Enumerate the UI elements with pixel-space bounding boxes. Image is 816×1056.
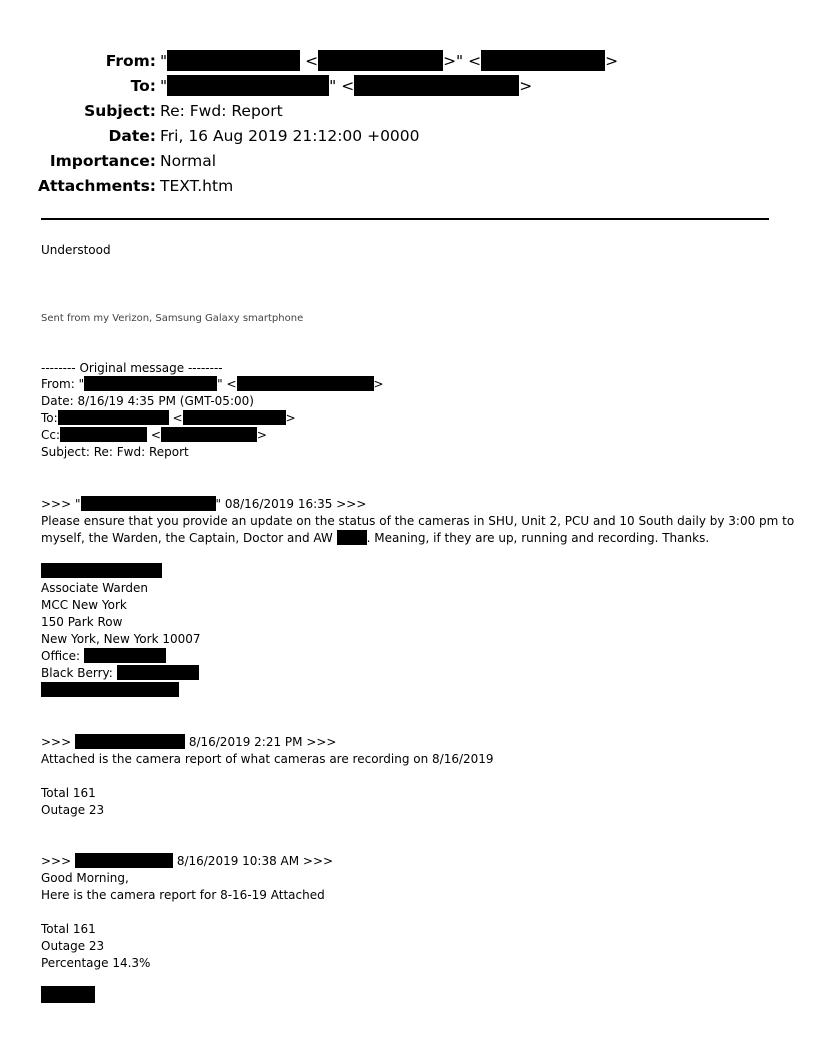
header-from-row — [0, 49, 816, 74]
redaction — [354, 75, 519, 96]
quote3-timestamp: 8/16/2019 10:38 AM >>> — [176, 854, 334, 868]
redaction — [318, 50, 443, 71]
importance-label: Importance: — [49, 152, 156, 170]
original-cc: Cc: < > — [41, 428, 267, 442]
redaction — [41, 682, 179, 697]
quote1-header: >>> " " 08/16/2019 16:35 >>> — [41, 497, 367, 511]
quote2-outage: Outage 23 — [41, 803, 105, 817]
quote3-percentage: Percentage 14.3% — [41, 956, 151, 970]
reply-text: Understood — [41, 243, 111, 257]
redaction — [481, 50, 605, 71]
sig-blackberry-label: Black Berry: — [41, 666, 113, 680]
from-value: " < >" < > — [160, 49, 618, 74]
redaction — [183, 410, 286, 425]
quote2-timestamp: 8/16/2019 2:21 PM >>> — [188, 735, 337, 749]
to-value: " " < > — [160, 74, 532, 99]
quote2-text: Attached is the camera report of what cameras are recording on 8/16/2019 — [41, 752, 494, 766]
sig-address1: 150 Park Row — [41, 615, 123, 629]
original-from-label: From: — [41, 377, 75, 391]
quote2-header: >>> 8/16/2019 2:21 PM >>> — [41, 735, 337, 749]
sig-name-redacted — [41, 563, 162, 580]
importance-value: Normal — [160, 152, 217, 170]
header-to-row — [0, 74, 816, 99]
sig-office-label: Office: — [41, 649, 81, 663]
attachments-label: Attachments: — [37, 177, 156, 195]
original-to: To: < > — [41, 411, 296, 425]
quote1-text-line1: Please ensure that you provide an update on the status of the cameras in SHU, Unit 2, PCU and 10 South daily by 3:00 pm to — [41, 514, 795, 528]
header-importance-row — [0, 149, 816, 174]
redaction — [75, 853, 173, 868]
date-label: Date: — [108, 127, 156, 145]
quote3-text: Here is the camera report for 8-16-19 Attached — [41, 888, 325, 902]
quote1-text-part-b: . Meaning, if they are up, running and recording. Thanks. — [366, 531, 710, 545]
to-label: To: — [130, 77, 156, 95]
quote3-signature-redacted — [41, 987, 95, 1004]
quote3-outage: Outage 23 — [41, 939, 105, 953]
redaction — [84, 376, 217, 391]
quote3-total: Total 161 — [41, 922, 96, 936]
quote1-timestamp: " 08/16/2019 16:35 >>> — [215, 497, 367, 511]
redaction — [167, 75, 329, 96]
subject-value: Re: Fwd: Report — [160, 102, 283, 120]
mobile-signature: Sent from my Verizon, Samsung Galaxy smartphone — [41, 313, 304, 324]
quote1-text-part-a: myself, the Warden, the Captain, Doctor and AW — [41, 531, 333, 545]
original-cc-label: Cc: — [41, 428, 61, 442]
sig-email-redacted — [41, 682, 179, 699]
redaction — [167, 50, 300, 71]
sig-blackberry — [41, 665, 199, 682]
header-divider — [41, 218, 769, 220]
sig-office — [41, 648, 166, 665]
sig-title: Associate Warden — [41, 581, 149, 595]
redaction — [84, 648, 166, 663]
redaction — [75, 734, 185, 749]
date-value: Fri, 16 Aug 2019 21:12:00 +0000 — [160, 127, 420, 145]
sig-address2: New York, New York 10007 — [41, 632, 201, 646]
redaction — [41, 563, 162, 578]
sig-org: MCC New York — [41, 598, 127, 612]
redaction — [117, 665, 199, 680]
redaction — [161, 427, 257, 442]
redaction — [337, 530, 367, 545]
subject-label: Subject: — [84, 102, 156, 120]
header-date-row — [0, 124, 816, 149]
original-date: Date: 8/16/19 4:35 PM (GMT-05:00) — [41, 394, 254, 408]
redaction — [237, 376, 374, 391]
header-subject-row — [0, 99, 816, 124]
redaction — [81, 496, 216, 511]
original-message-divider: -------- Original message -------- — [41, 361, 223, 375]
original-to-label: To: — [41, 411, 58, 425]
original-from: From: " " < > — [41, 377, 384, 391]
redaction — [58, 410, 169, 425]
redaction — [41, 986, 95, 1003]
attachments-value: TEXT.htm — [160, 177, 234, 195]
quote3-header: >>> 8/16/2019 10:38 AM >>> — [41, 854, 334, 868]
redaction — [60, 427, 147, 442]
from-label: From: — [105, 52, 156, 70]
quote1-text-line2 — [41, 530, 709, 547]
quote3-greeting: Good Morning, — [41, 871, 129, 885]
header-attachments-row — [0, 174, 816, 199]
original-subject: Subject: Re: Fwd: Report — [41, 445, 189, 459]
quote2-total: Total 161 — [41, 786, 96, 800]
